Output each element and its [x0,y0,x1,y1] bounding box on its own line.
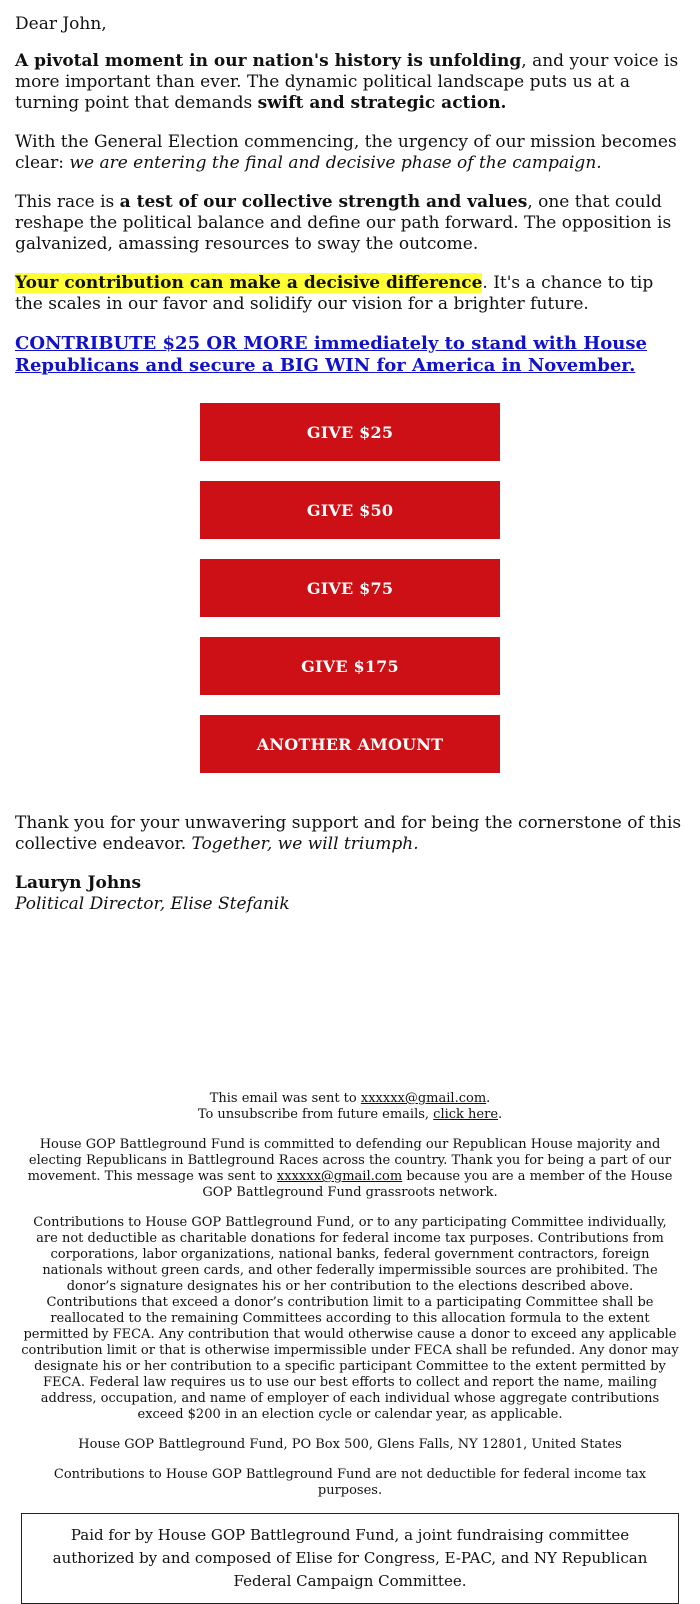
thanks-text: Thank you for your unwavering support and for being the cornerstone of this collective endeavor. [15,813,682,854]
thanks-paragraph [15,813,685,855]
contribute-link[interactable]: CONTRIBUTE $25 OR MORE immediately to stand with House Republicans and secure a BIG WIN for America in November. [15,333,647,376]
p3-bold: a test of our collective strength and values [119,192,528,212]
unsubscribe-line [21,1107,679,1123]
signature-name: Lauryn Johns [15,873,142,893]
paid-for-box: Paid for by House GOP Battleground Fund, a joint fundraising committee authorized by and composed of Elise for Congress, E-PAC, and NY Republican Federal Campaign Committee. [21,1513,679,1604]
contributions-disclaimer: Contributions to House GOP Battleground Fund, or to any participating Committee individually, are not deductible as charitable donations for federal income tax purposes. Contributions from corporations, labor organizations, national banks, federal government contractors, foreign nationals without green cards, and other federally impermissible sources are prohibited. The donor’s signature designates his or her contribution to the elections described above. Contributions that exceed a donor’s contribution limit to a participating Committee shall be reallocated to the remaining Committees according to this allocation formula to the extent permitted by FECA. Any contribution that would otherwise cause a donor to exceed any applicable contribution limit or that is otherwise impermissible under FECA shall be refunded. Any donor may designate his or her contribution to a specific participant Committee to the extent permitted by FECA. Federal law requires us to use our best efforts to collect and report the name, mailing address, occupation, and name of employer of each individual whose aggregate contributions exceed $200 in an election cycle or calendar year, as applicable. [21,1215,679,1422]
donation-buttons [15,403,685,793]
mailing-address: House GOP Battleground Fund, PO Box 500, Glens Falls, NY 12801, United States [78,1437,622,1452]
give-50-button[interactable]: GIVE $50 [200,481,500,539]
p4-text: . It's a chance to tip the scales in our favor and solidify our vision for a brighter future. [15,273,654,314]
committed-paragraph [21,1137,679,1201]
thanks-italic: Together, we will triumph. [191,834,419,854]
p2-text: With the General Election commencing, the urgency of our mission becomes clear: [15,132,677,173]
another-amount-button[interactable]: ANOTHER AMOUNT [200,715,500,773]
paragraph-4 [15,273,685,315]
unsubscribe-link[interactable]: click here [433,1107,499,1122]
unsub-prefix: To unsubscribe from future emails, [197,1107,434,1122]
cta-paragraph [15,333,685,377]
p2-italic: we are entering the final and decisive phase of the campaign. [69,153,602,173]
p1-bold-2: swift and strategic action. [257,93,507,113]
unsub-suffix: . [498,1107,503,1122]
sent-email-link[interactable]: xxxxxx@gmail.com [360,1091,487,1106]
paragraph-1 [15,51,685,114]
p1-bold-1: A pivotal moment in our nation's history is unfolding [15,51,522,71]
paragraph-2 [15,132,685,174]
sent-to-line [21,1091,679,1107]
footer [15,1091,685,1604]
give-75-button[interactable]: GIVE $75 [200,559,500,617]
p1-text-1: , and your voice is more important than ever. The dynamic political landscape puts us at a turning point that demands [15,51,679,113]
p3-text-1: This race is [15,192,120,212]
sent-suffix: . [486,1091,491,1106]
sent-prefix: This email was sent to [209,1091,361,1106]
tax-note: Contributions to House GOP Battleground Fund are not deductible for federal income tax purposes. [53,1467,647,1498]
give-25-button[interactable]: GIVE $25 [200,403,500,461]
p4-highlight: Your contribution can make a decisive difference [15,273,483,293]
committed-text-2: because you are a member of the House GOP Battleground Fund grassroots network. [202,1169,673,1200]
committed-email-link[interactable]: xxxxxx@gmail.com [276,1169,403,1184]
greeting: Dear John, [15,14,107,34]
signature-title: Political Director, Elise Stefanik [15,894,290,914]
paragraph-3 [15,192,685,255]
give-175-button[interactable]: GIVE $175 [200,637,500,695]
p3-text-2: , one that could reshape the political balance and define our path forward. The opposition is galvanized, amassing resources to sway the outcome. [15,192,672,254]
committed-text-1: House GOP Battleground Fund is committed to defending our Republican House majority and electing Republicans in Battleground Races across the country. Thank you for being a part of our movement. This message was sent to [27,1137,672,1184]
